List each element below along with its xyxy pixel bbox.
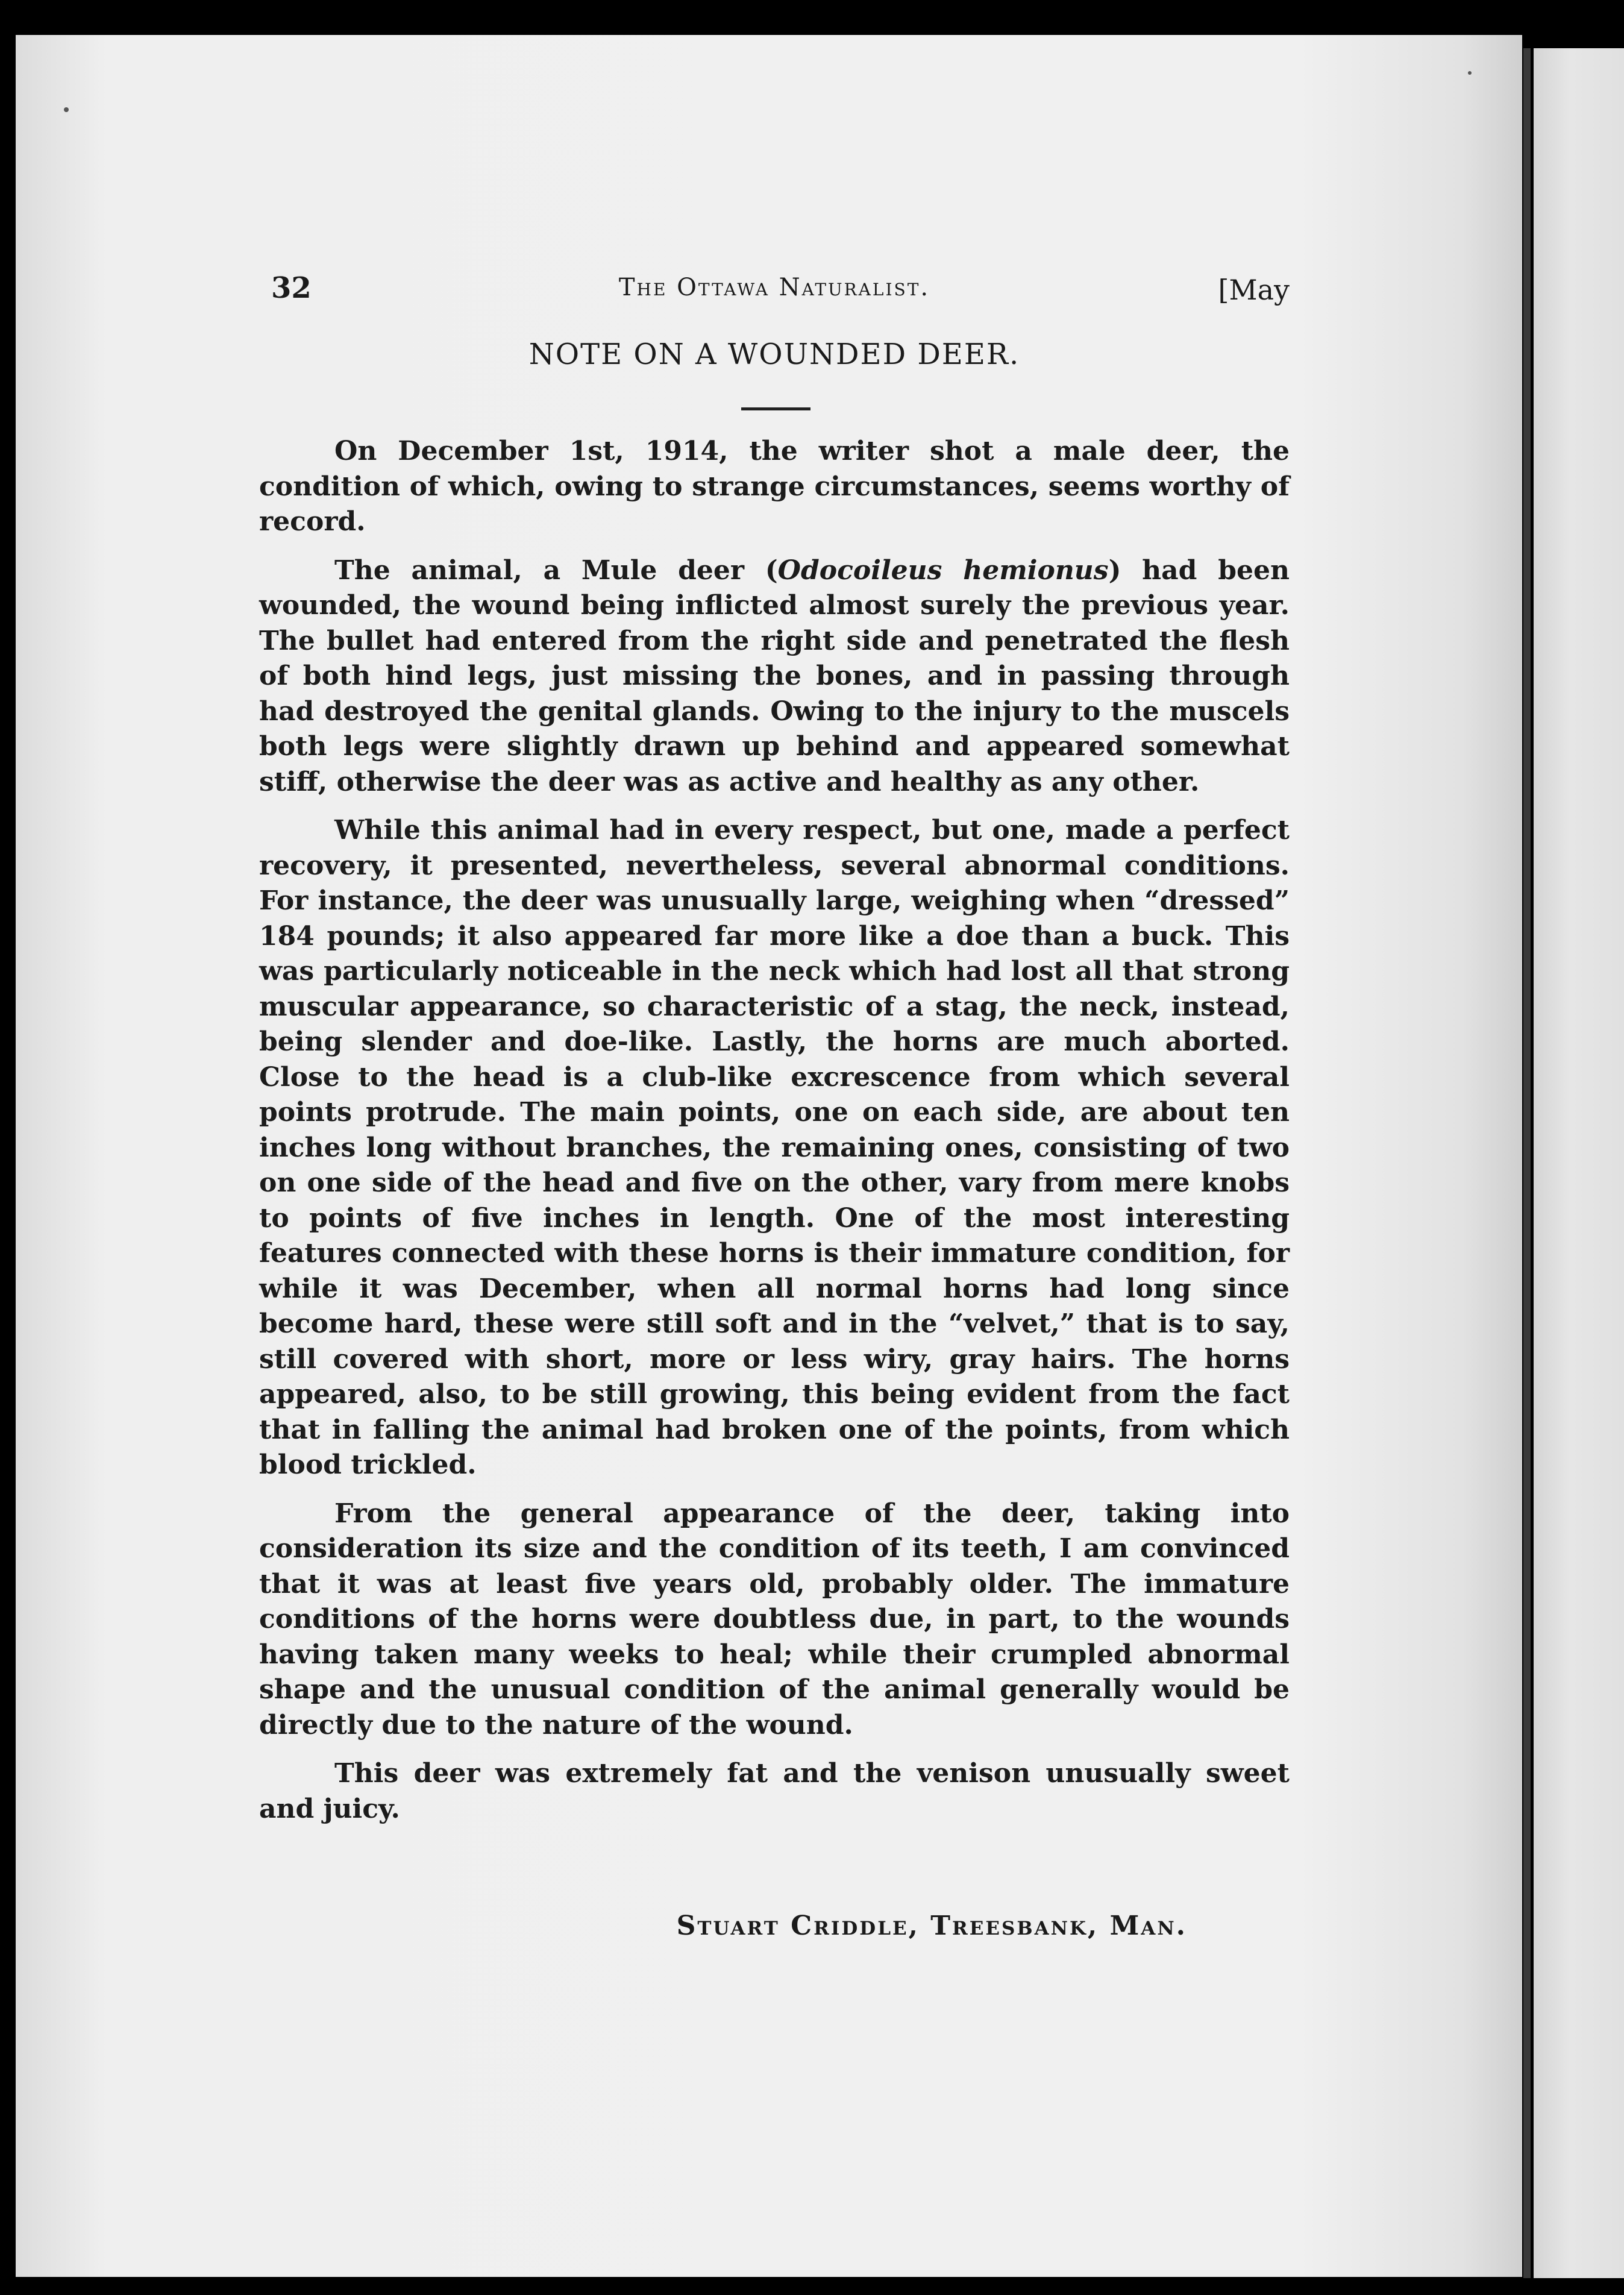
paragraph: This deer was extremely fat and the venison unusually sweet and juicy. bbox=[259, 1758, 1290, 1824]
paragraph: On December 1st, 1914, the writer shot a male deer, the condition of which, owing to strange circumstances, seems worthy of record. bbox=[259, 436, 1290, 537]
dust-speck bbox=[1468, 71, 1472, 75]
paragraph bbox=[259, 553, 1290, 800]
journal-name: The Ottawa Naturalist. bbox=[618, 274, 930, 301]
author-signature: Stuart Criddle, Treesbank, Man. bbox=[676, 1910, 1187, 1941]
paragraph: While this animal had in every respect, but one, made a perfect recovery, it presented, nevertheless, several abnormal conditions. For instance, the deer was unusually large, weighing when “dressed” 184 pounds; it also appeared far more like a doe than a buck. This was particularly noticeable in the neck which had lost all that strong muscular appearance, so characteristic of a stag, the neck, instead, being slender and doe-like. Lastly, the horns are much aborted. Close to the head is a club-like excrescence from which several points protrude. The main points, one on each side, are about ten inches long without branches, the remaining ones, consisting of two on one side of the head and five on the other, vary from mere knobs to points of five inches in length. One of the most interesting features connected with these horns is their immature condition, for while it was December, when all normal horns had long since become hard, these were still soft and in the “velvet,” that is to say, still covered with short, more or less wiry, gray hairs. The horns appeared, also, to be still growing, this being evident from the fact that in falling the animal had broken one of the points, from which blood trickled. bbox=[259, 815, 1290, 1480]
article-body bbox=[259, 434, 1290, 1840]
paragraph: From the general appearance of the deer, taking into consideration its size and the condition of its teeth, I am convinced that it was at least five years old, probably older. The immature conditions of the horns were doubtless due, in part, to the wounds having taken many weeks to heal; while their crumpled abnormal shape and the unusual condition of the animal generally would be directly due to the nature of the wound. bbox=[259, 1498, 1290, 1741]
issue-month: [May bbox=[1218, 274, 1290, 306]
paragraph-text: The animal, a Mule deer ( bbox=[334, 554, 778, 586]
title-divider bbox=[741, 407, 810, 410]
species-name: Odocoileus hemionus bbox=[777, 554, 1109, 586]
paragraph-text: ) had been wounded, the wound being inflicted almost surely the previous year. The bullet had entered from the right side and penetrated the flesh of both hind legs, just missing the bones, and in passing through had destroyed the genital glands. Owing to the injury to the muscels both legs were slightly drawn up behind and appeared somewhat stiff, otherwise the deer was as active and healthy as any other. bbox=[259, 554, 1290, 797]
adjacent-page-edge bbox=[1534, 48, 1624, 2278]
page-number: 32 bbox=[271, 271, 312, 305]
running-head bbox=[259, 271, 1290, 319]
dust-speck bbox=[64, 107, 69, 112]
article-title: NOTE ON A WOUNDED DEER. bbox=[528, 338, 1020, 371]
page-gutter-edge bbox=[1523, 48, 1531, 2278]
